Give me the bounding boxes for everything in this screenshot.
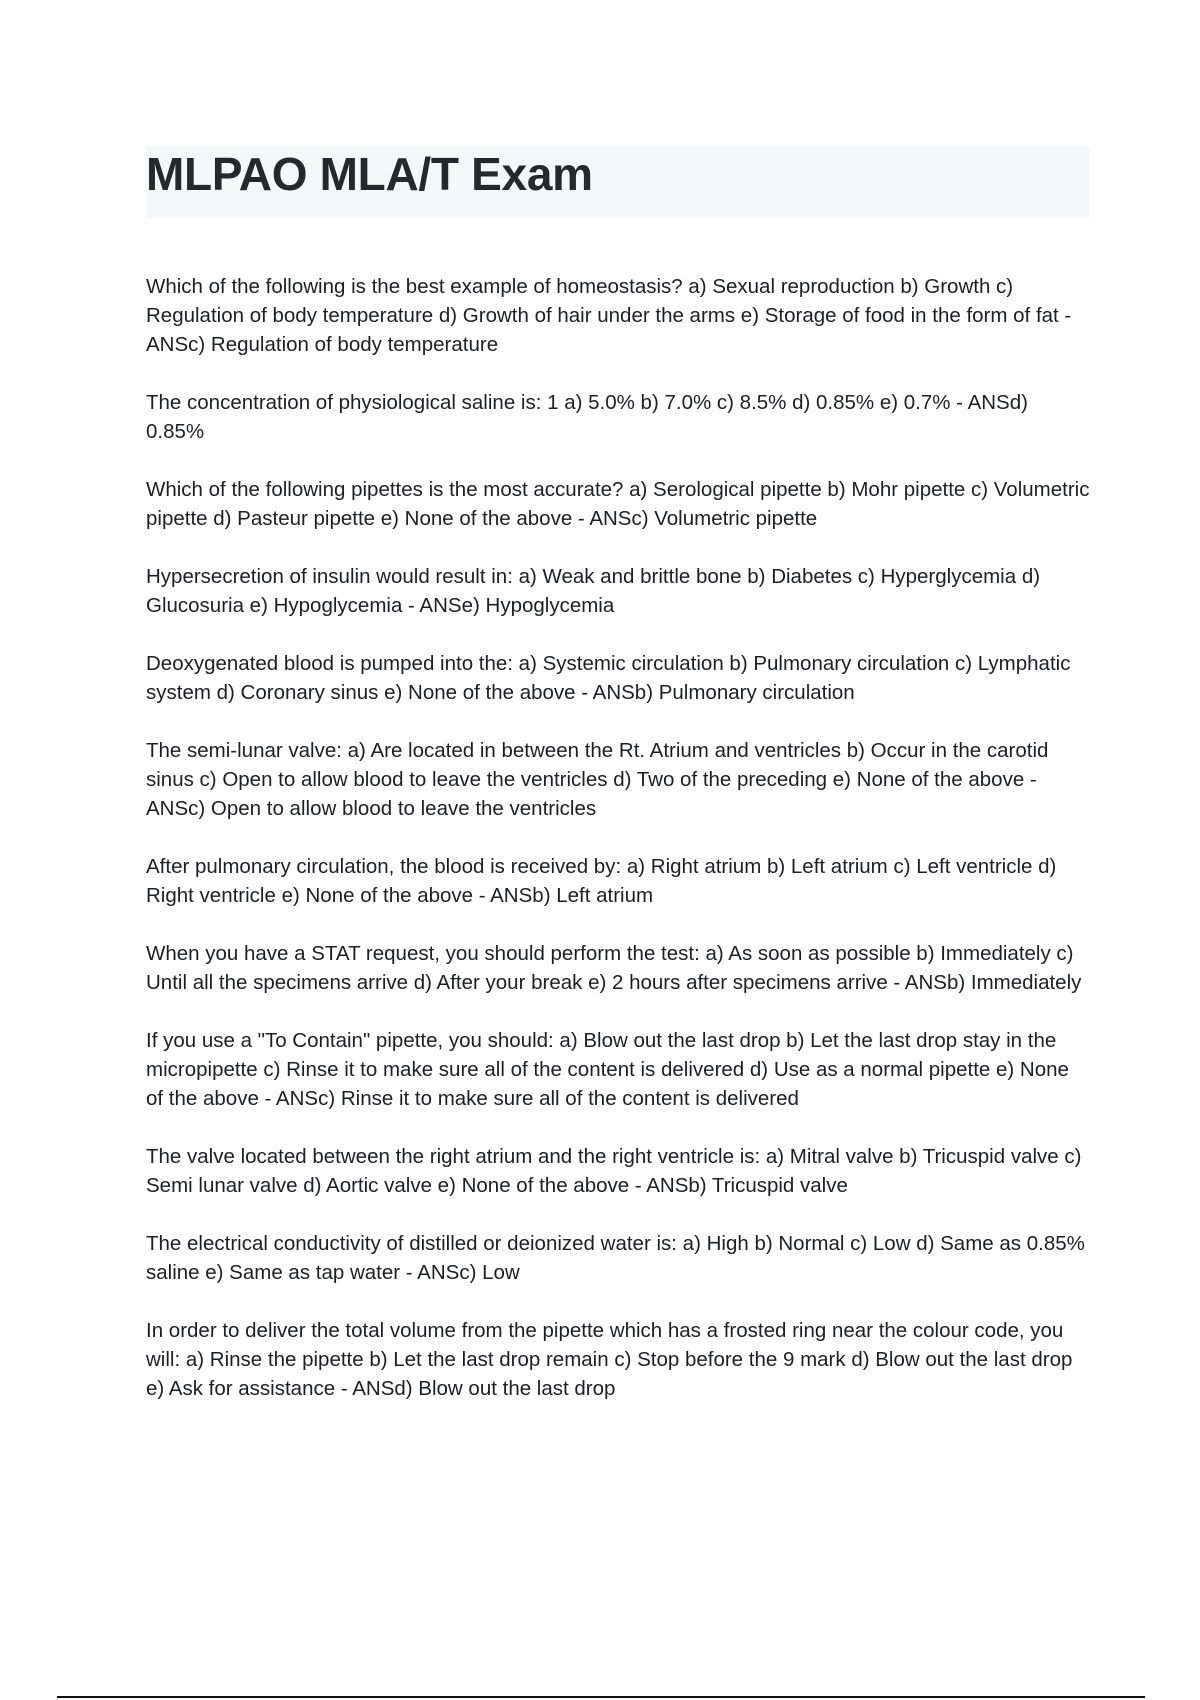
question-item: Which of the following pipettes is the most accurate? a) Serological pipette b) Mohr pipette c) Volumetric pipette d) Pasteur pipette e) None of the above - ANSc) Volumetric pipette [146, 478, 1090, 530]
title-banner [146, 146, 1089, 218]
question-item: The valve located between the right atrium and the right ventricle is: a) Mitral valve b) Tricuspid valve c) Semi lunar valve d) Aortic valve e) None of the above - ANSb) Tricuspid valve [146, 1145, 1082, 1197]
question-item: Deoxygenated blood is pumped into the: a) Systemic circulation b) Pulmonary circulation c) Lymphatic system d) Coronary sinus e) None of the above - ANSb) Pulmonary circulation [146, 652, 1071, 704]
question-item: The semi-lunar valve: a) Are located in between the Rt. Atrium and ventricles b) Occur in the carotid sinus c) Open to allow blood to leave the ventricles d) Two of the preceding e) None of the above - ANSc) Open to allow blood to leave the ventricles [146, 739, 1049, 820]
page-title: MLPAO MLA/T Exam [146, 148, 593, 200]
question-item: The electrical conductivity of distilled or deionized water is: a) High b) Normal c) Low d) Same as 0.85% saline e) Same as tap water - ANSc) Low [146, 1232, 1085, 1284]
question-item: The concentration of physiological saline is: 1 a) 5.0% b) 7.0% c) 8.5% d) 0.85% e) 0.7% - ANSd) 0.85% [146, 391, 1028, 443]
footer-divider [57, 1696, 1145, 1698]
question-item: Which of the following is the best example of homeostasis? a) Sexual reproduction b) Growth c) Regulation of body temperature d) Growth of hair under the arms e) Storage of food in the form of fat - ANSc) Regulation of body temperature [146, 275, 1072, 356]
question-list [146, 272, 1090, 1432]
question-item: After pulmonary circulation, the blood is received by: a) Right atrium b) Left atrium c) Left ventricle d) Right ventricle e) None of the above - ANSb) Left atrium [146, 855, 1057, 907]
question-item: In order to deliver the total volume from the pipette which has a frosted ring near the colour code, you will: a) Rinse the pipette b) Let the last drop remain c) Stop before the 9 mark d) Blow out the last drop e) Ask for assistance - ANSd) Blow out the last drop [146, 1319, 1073, 1400]
question-item: If you use a "To Contain" pipette, you should: a) Blow out the last drop b) Let the last drop stay in the micropipette c) Rinse it to make sure all of the content is delivered d) Use as a normal pipette e) None of the above - ANSc) Rinse it to make sure all of the content is delivered [146, 1029, 1069, 1110]
question-item: Hypersecretion of insulin would result in: a) Weak and brittle bone b) Diabetes c) Hyperglycemia d) Glucosuria e) Hypoglycemia - ANSe) Hypoglycemia [146, 565, 1041, 617]
question-item: When you have a STAT request, you should perform the test: a) As soon as possible b) Immediately c) Until all the specimens arrive d) After your break e) 2 hours after specimens arrive - ANSb) Immediately [146, 942, 1082, 994]
